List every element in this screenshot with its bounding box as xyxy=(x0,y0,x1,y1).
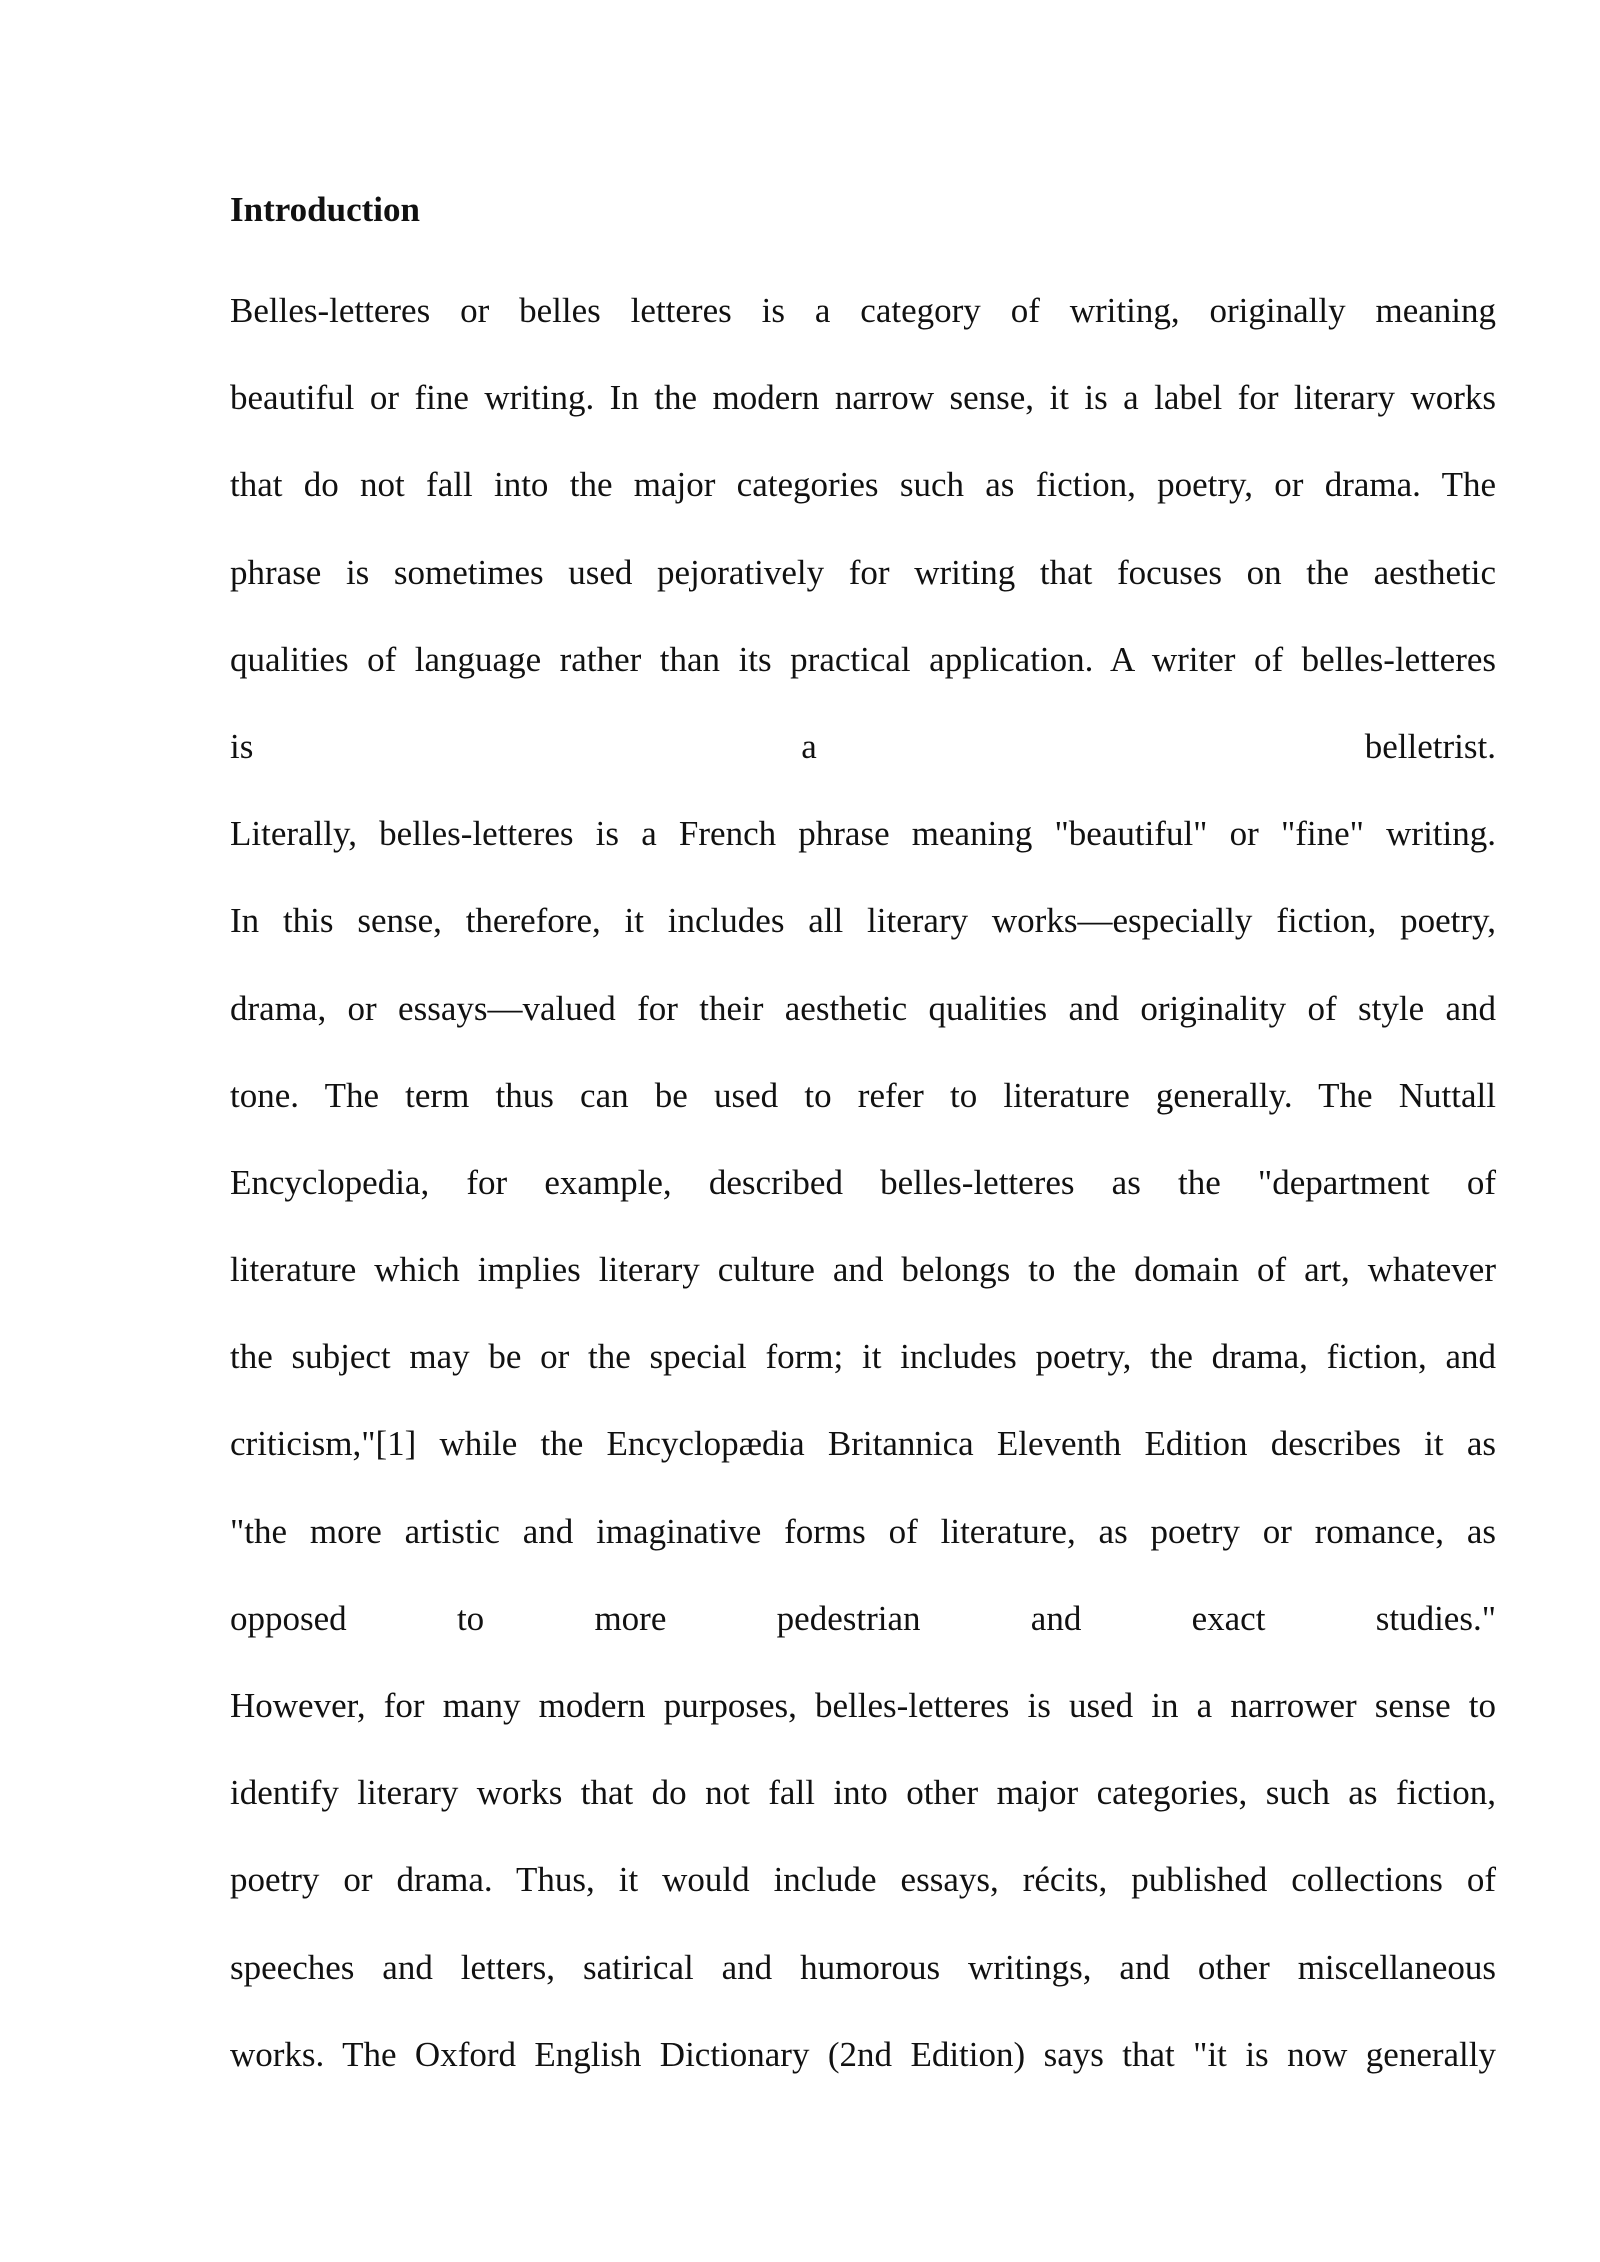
text-line: tone. The term thus can be used to refer to literature generally. The Nuttall xyxy=(230,1075,1496,1115)
text-line: drama, or essays—valued for their aesthetic qualities and originality of style and xyxy=(230,988,1496,1028)
text-line: Belles-letteres or belles letteres is a category of writing, originally meaning xyxy=(230,291,1496,330)
text-line: opposed to more pedestrian and exact studies." xyxy=(230,1598,1496,1638)
text-line: phrase is sometimes used pejoratively for writing that focuses on the aesthetic xyxy=(230,552,1496,592)
text-line: literature which implies literary culture and belongs to the domain of art, whatever xyxy=(230,1250,1496,1290)
text-line: Encyclopedia, for example, described belles-letteres as the "department of xyxy=(230,1162,1496,1202)
text-line: Literally, belles-letteres is a French phrase meaning "beautiful" or "fine" writing. xyxy=(230,814,1496,854)
text-line: works. The Oxford English Dictionary (2nd Edition) says that "it is now generally xyxy=(230,2034,1496,2074)
text-line: poetry or drama. Thus, it would include essays, récits, published collections of xyxy=(230,1860,1496,1900)
text-line: speeches and letters, satirical and humorous writings, and other miscellaneous xyxy=(230,1947,1496,1987)
text-line: is a belletrist. xyxy=(230,726,1496,766)
text-line: identify literary works that do not fall into other major categories, such as fiction, xyxy=(230,1773,1496,1813)
document-body xyxy=(230,180,1496,2098)
text-line: the subject may be or the special form; it includes poetry, the drama, fiction, and xyxy=(230,1337,1496,1377)
text-line: In this sense, therefore, it includes all literary works—especially fiction, poetry, xyxy=(230,901,1496,941)
section-heading: Introduction xyxy=(230,190,420,229)
text-line: "the more artistic and imaginative forms of literature, as poetry or romance, as xyxy=(230,1511,1496,1551)
body-text xyxy=(230,267,1496,2098)
text-line: that do not fall into the major categories such as fiction, poetry, or drama. The xyxy=(230,465,1496,505)
text-line: qualities of language rather than its practical application. A writer of belles-letteres xyxy=(230,639,1496,679)
text-line: beautiful or fine writing. In the modern narrow sense, it is a label for literary works xyxy=(230,378,1496,418)
text-line: However, for many modern purposes, belles-letteres is used in a narrower sense to xyxy=(230,1686,1496,1725)
text-line: criticism,"[1] while the Encyclopædia Britannica Eleventh Edition describes it as xyxy=(230,1424,1496,1464)
